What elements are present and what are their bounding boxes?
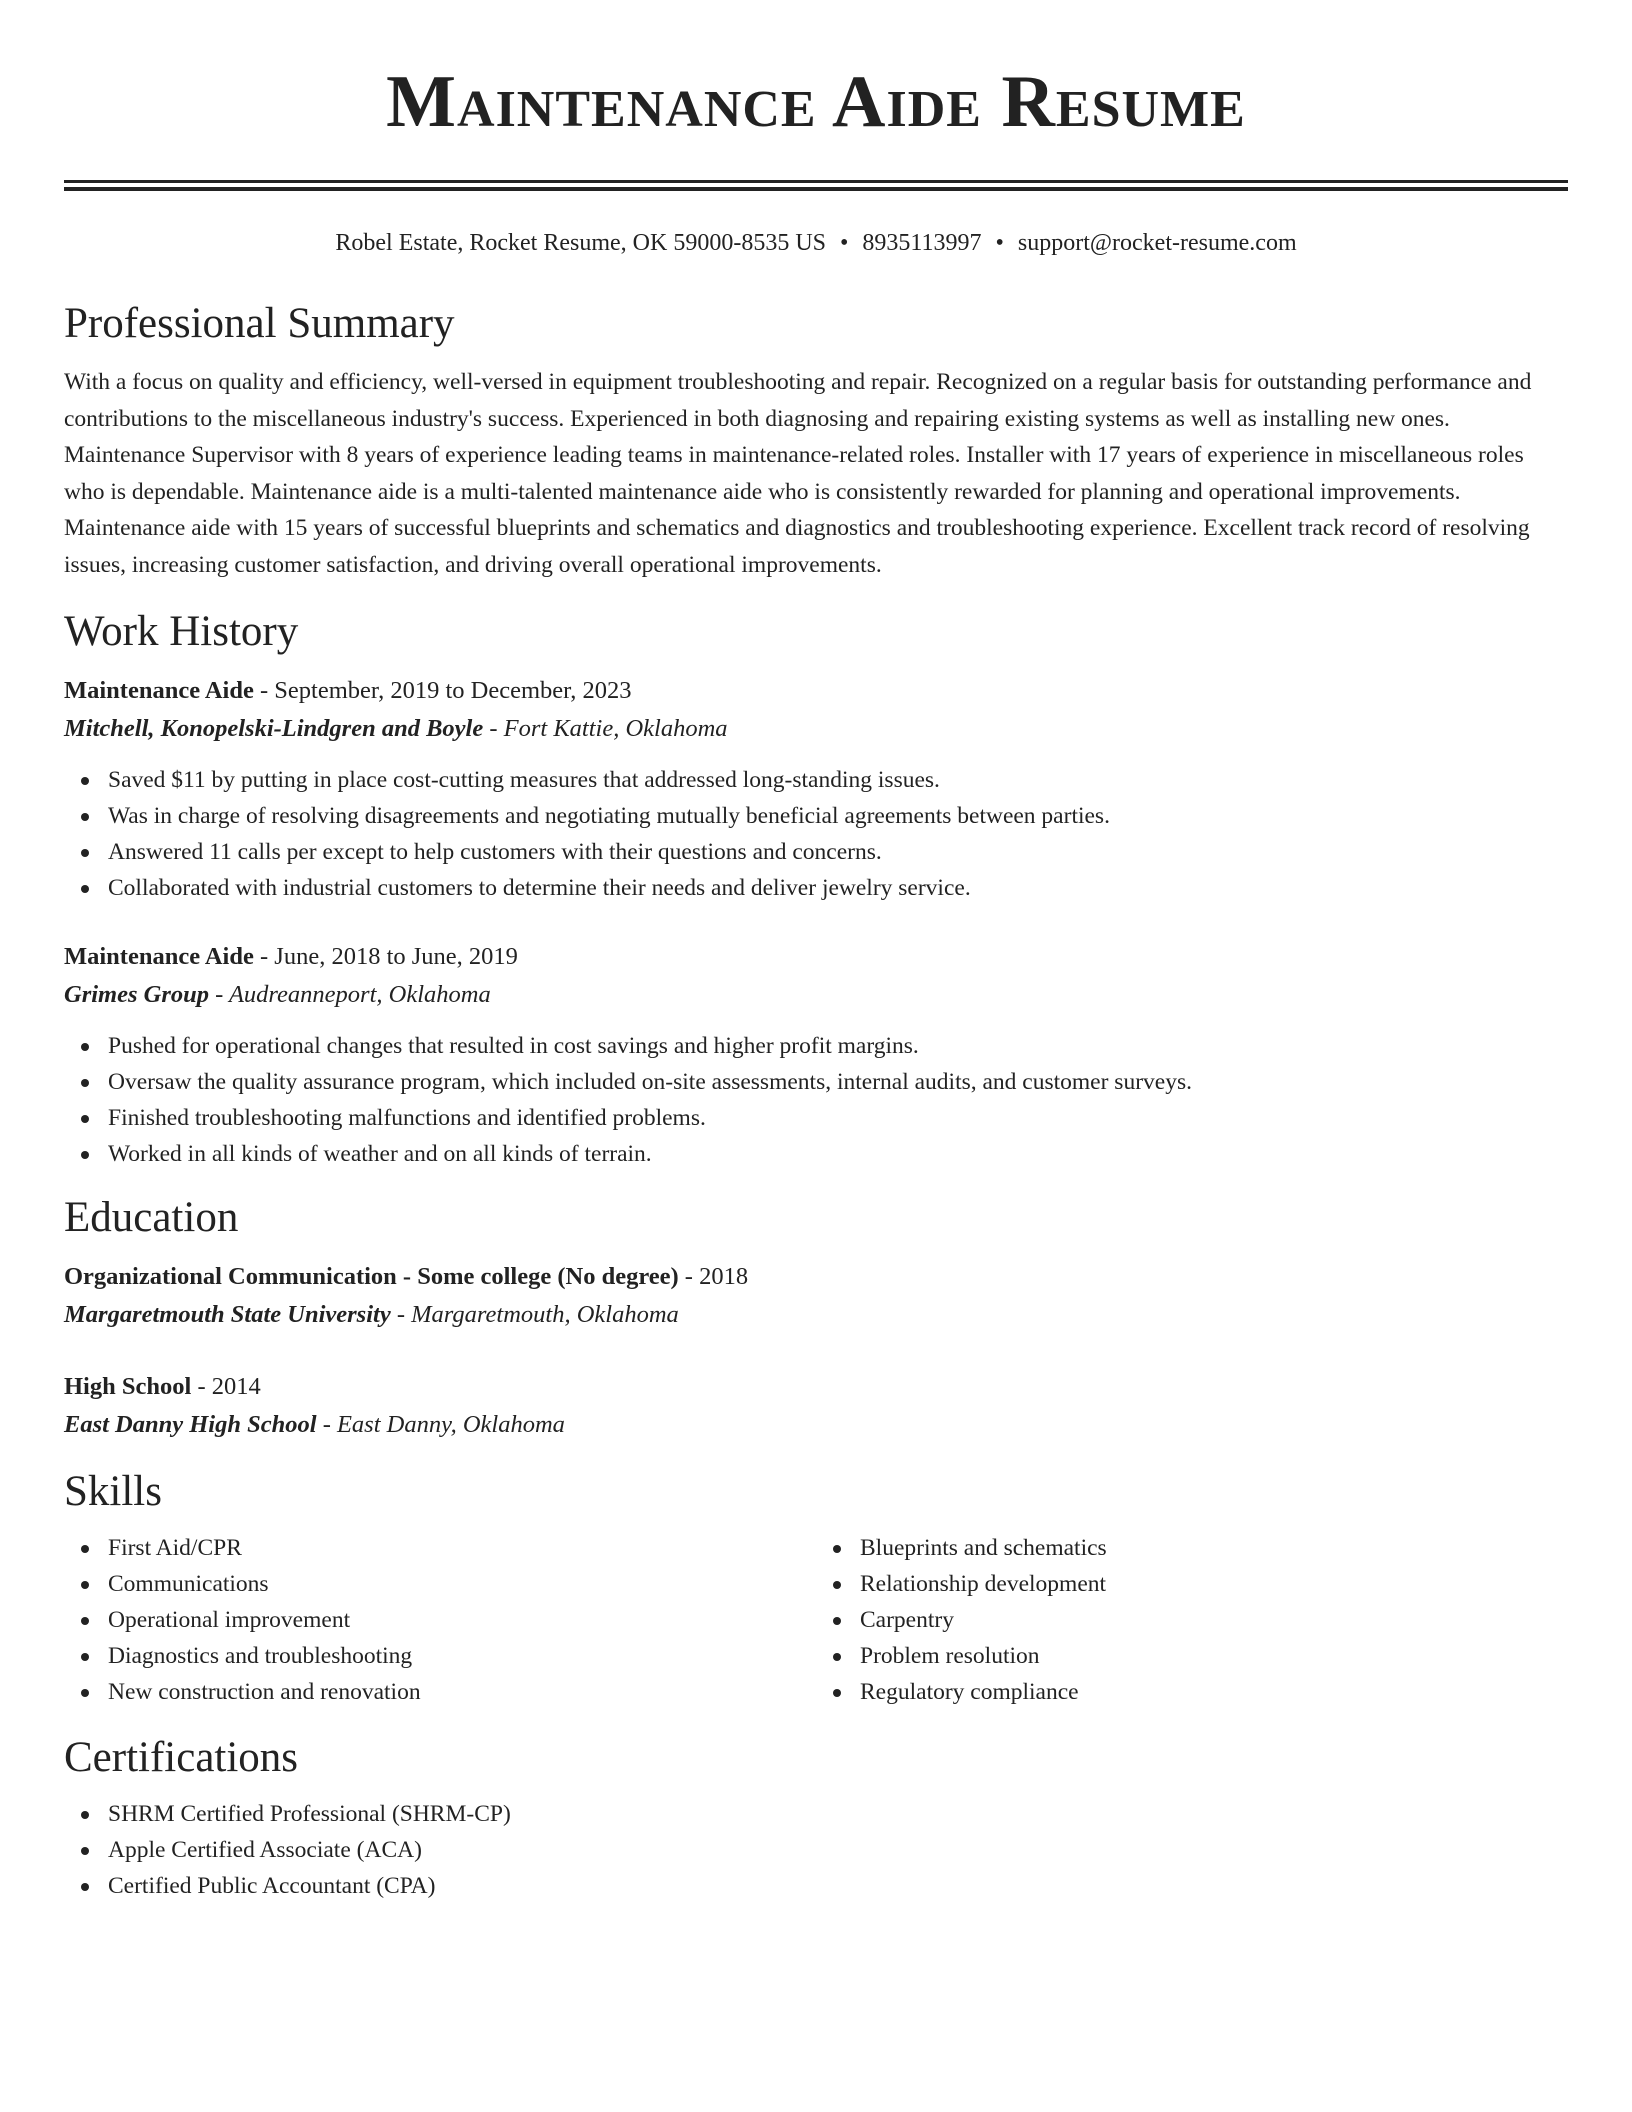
- education-school-line: [64, 1296, 1568, 1334]
- job-dates: - September, 2019 to December, 2023: [253, 676, 632, 704]
- job-bullet: Finished troubleshooting malfunctions and identified problems.: [108, 1100, 1568, 1136]
- job-company: Mitchell, Konopelski-Lindgren and Boyle: [64, 714, 484, 742]
- skill-item: Carpentry: [860, 1602, 1568, 1638]
- skill-item: Operational improvement: [108, 1602, 816, 1638]
- contact-address: Robel Estate, Rocket Resume, OK 59000-8535 US: [335, 230, 826, 256]
- education-entry: [64, 1368, 1568, 1444]
- certification-item: SHRM Certified Professional (SHRM-CP): [108, 1796, 1568, 1832]
- education-heading: Education: [64, 1193, 239, 1241]
- education-entry: [64, 1258, 1568, 1334]
- resume-title: Maintenance Aide Resume: [386, 61, 1246, 143]
- job-company: Grimes Group: [64, 980, 209, 1008]
- skills-columns: [64, 1530, 1568, 1710]
- work-history-heading: Work History: [64, 607, 299, 655]
- certification-item: Apple Certified Associate (ACA): [108, 1832, 1568, 1868]
- education-year: - 2018: [678, 1262, 749, 1290]
- certifications-section: [64, 1796, 1568, 1904]
- job-entry: [64, 938, 1568, 1172]
- contact-separator: •: [840, 230, 849, 256]
- skill-item: Blueprints and schematics: [860, 1530, 1568, 1566]
- certifications-list: [64, 1796, 1568, 1904]
- job-bullet: Saved $11 by putting in place cost-cutting measures that addressed long-standing issues.: [108, 762, 1568, 798]
- job-entry: [64, 672, 1568, 906]
- education-year: - 2014: [191, 1372, 261, 1400]
- skill-item: Diagnostics and troubleshooting: [108, 1638, 816, 1674]
- education-school: East Danny High School: [64, 1410, 317, 1438]
- job-bullets: [64, 1028, 1568, 1172]
- job-bullet: Was in charge of resolving disagreements and negotiating mutually beneficial agreements between parties.: [108, 798, 1568, 834]
- skill-item: Regulatory compliance: [860, 1674, 1568, 1710]
- job-bullet: Answered 11 calls per except to help customers with their questions and concerns.: [108, 834, 1568, 870]
- skill-item: First Aid/CPR: [108, 1530, 816, 1566]
- education-school: Margaretmouth State University: [64, 1300, 391, 1328]
- education-degree-line: [64, 1368, 1568, 1406]
- contact-line: [64, 228, 1568, 258]
- education-degree-line: [64, 1258, 1568, 1296]
- job-location: - Audreanneport, Oklahoma: [208, 980, 491, 1008]
- education-location: - Margaretmouth, Oklahoma: [390, 1300, 679, 1328]
- certifications-heading: Certifications: [64, 1733, 299, 1781]
- summary-text: With a focus on quality and efficiency, well-versed in equipment troubleshooting and repair. Recognized on a regular basis for outstanding performance and contributions to the miscellaneous industry's success. Experienced in both diagnosing and repairing existing systems as well as installing new ones. Maintenance Supervisor with 8 years of experience leading teams in maintenance-related roles. Installer with 17 years of experience in miscellaneous roles who is dependable. Maintenance aide is a multi-talented maintenance aide who is consistently rewarded for planning and operational improvements. Maintenance aide with 15 years of successful blueprints and schematics and diagnostics and troubleshooting experience. Excellent track record of resolving issues, increasing customer satisfaction, and driving overall operational improvements.: [64, 369, 1532, 578]
- job-title-line: [64, 938, 1568, 976]
- skill-item: Communications: [108, 1566, 816, 1602]
- skill-item: New construction and renovation: [108, 1674, 816, 1710]
- job-title: Maintenance Aide: [64, 942, 254, 970]
- skills-list-left: [64, 1530, 816, 1710]
- education-degree: High School: [64, 1372, 192, 1400]
- title-divider: [64, 180, 1568, 191]
- certification-item: Certified Public Accountant (CPA): [108, 1868, 1568, 1904]
- education-location: - East Danny, Oklahoma: [316, 1410, 565, 1438]
- contact-phone: 8935113997: [862, 230, 982, 256]
- summary-heading: Professional Summary: [64, 300, 455, 347]
- job-title-line: [64, 672, 1568, 710]
- job-location: - Fort Kattie, Oklahoma: [483, 714, 728, 742]
- education-degree: Organizational Communication - Some college (No degree): [64, 1262, 679, 1290]
- job-bullets: [64, 762, 1568, 906]
- job-bullet: Worked in all kinds of weather and on all kinds of terrain.: [108, 1136, 1568, 1172]
- skill-item: Relationship development: [860, 1566, 1568, 1602]
- skills-list-right: [816, 1530, 1568, 1710]
- skills-heading: Skills: [64, 1467, 162, 1515]
- job-company-line: [64, 976, 1568, 1014]
- job-bullet: Pushed for operational changes that resulted in cost savings and higher profit margins.: [108, 1028, 1568, 1064]
- education-school-line: [64, 1406, 1568, 1444]
- job-bullet: Oversaw the quality assurance program, which included on-site assessments, internal audits, and customer surveys.: [108, 1064, 1568, 1100]
- job-company-line: [64, 710, 1568, 748]
- job-title: Maintenance Aide: [64, 676, 254, 704]
- job-bullet: Collaborated with industrial customers to determine their needs and deliver jewelry service.: [108, 870, 1568, 906]
- contact-separator: •: [995, 230, 1004, 256]
- contact-email: support@rocket-resume.com: [1017, 230, 1297, 256]
- job-dates: - June, 2018 to June, 2019: [253, 942, 518, 970]
- skill-item: Problem resolution: [860, 1638, 1568, 1674]
